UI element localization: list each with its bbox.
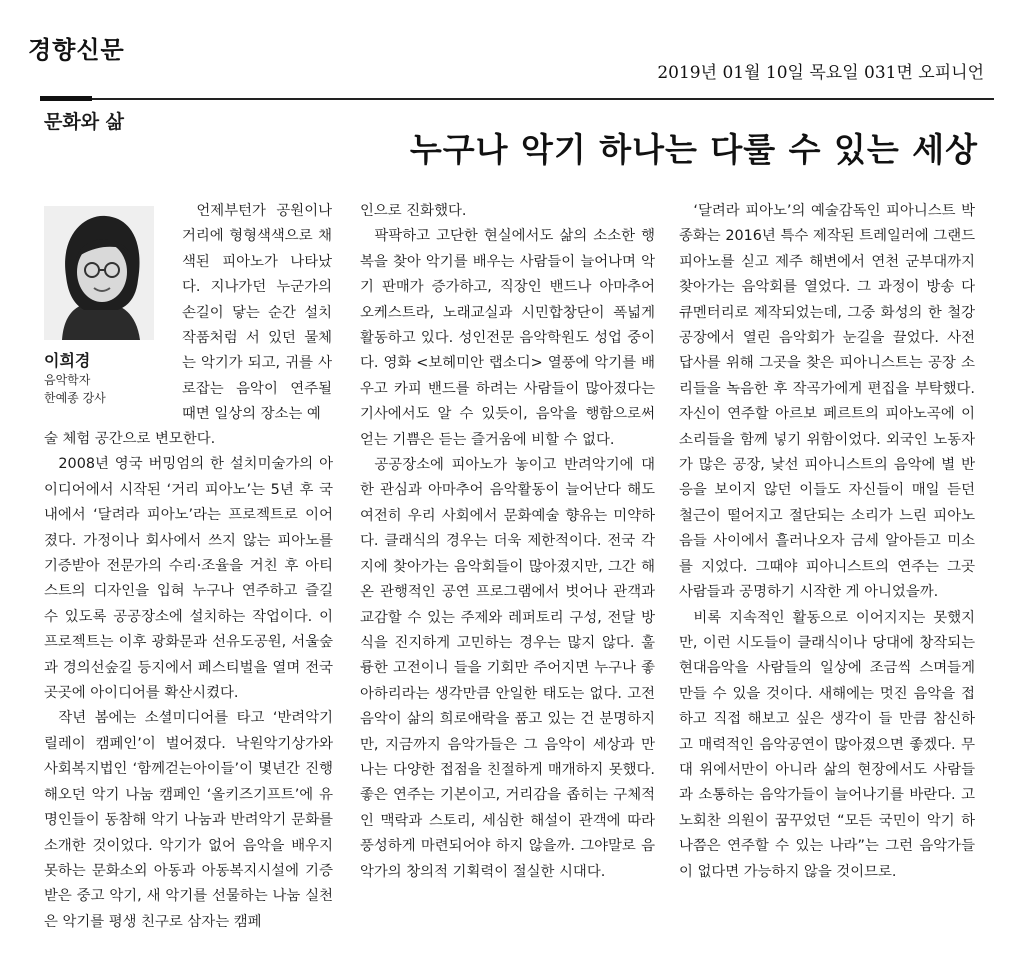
section-marker-bar: [40, 96, 92, 101]
dateline: 2019년 01월 10일 목요일 031면 오피니언: [657, 63, 984, 83]
article-column-1-top: [182, 199, 332, 428]
article-column-1: [44, 427, 333, 935]
article-paragraph: 공공장소에 피아노가 놓이고 반려악기에 대한 관심과 아마추어 음악활동이 늘어난다 해도 여전히 우리 사회에서 문화예술 향유는 미약하다. 클래식의 경우는 더욱 제한적이다. 전국 각지에 찾아가는 음악회들이 많아졌지만, 그간 해온 관행적인 공연 프로그램에서 벗어나 관객과 교감할 수 있는 주제와 레퍼토리 구성, 전달 방식을 진지하게 고민하는 경우는 많지 않다. 훌륭한 고전이니 들을 기회만 주어지면 누구나 좋아하리라는 생각만큼 안일한 태도는 없다. 고전음악이 삶의 희로애락을 품고 있는 건 분명하지만, 지금까지 음악가들은 그 음악이 세상과 만나는 다양한 접점을 친절하게 매개하지 못했다. 좋은 연주는 기본이고, 거리감을 좁히는 구체적인 맥락과 스토리, 세심한 해설이 관객에 따라 풍성하게 마련되어야 하지 않을까. 그야말로 음악가의 창의적 기획력이 절실한 시대다.: [360, 457, 655, 880]
author-byline: [44, 348, 106, 407]
header-divider: [40, 98, 994, 100]
newspaper-masthead: 경향신문: [28, 35, 125, 64]
article-paragraph: 술 체험 공간으로 변모한다.: [44, 431, 216, 447]
author-photo: [44, 206, 154, 340]
article-column-3: [679, 199, 975, 885]
article-paragraph: 작년 봄에는 소셜미디어를 타고 ‘반려악기 릴레이 캠페인’이 벌어졌다. 낙원악기상가와 사회복지법인 ‘함께걷는아이들’이 몇년간 진행해오던 악기 나눔 캠페인 ‘올키즈기프트’에 유명인들이 동참해 악기 나눔과 반려악기 문화를 소개한 것이었다. 악기가 없어 음악을 배우지 못하는 문화소외 아동과 아동복지시설에 기증받은 중고 악기, 새 악기를 선물하는 나눔 실천은 악기를 평생 친구로 삼자는 캠페: [44, 710, 333, 930]
article-paragraph: ‘달려라 피아노’의 예술감독인 피아니스트 박종화는 2016년 특수 제작된 트레일러에 그랜드피아노를 싣고 제주 해변에서 연천 군부대까지 찾아가는 음악회를 열었다. 그 과정이 방송 다큐멘터리로 제작되었는데, 그중 화성의 한 철강공장에서 열린 음악회가 눈길을 끌었다. 사전 답사를 위해 그곳을 찾은 피아니스트는 공장 소리들을 녹음한 후 작곡가에게 편집을 부탁했다. 자신이 연주할 아르보 페르트의 피아노곡에 이 소리들을 함께 넣기 위함이었다. 외국인 노동자가 많은 공장, 낯선 피아니스트의 음악에 별 반응을 보이지 않던 이들도 자신들이 매일 듣던 철근이 떨어지고 절단되는 소리가 느린 피아노 음들 사이에서 흘러나오자 금세 알아듣고 미소를 지었다. 그때야 피아니스트의 연주는 그곳 사람들과 공명하기 시작한 게 아니었을까.: [679, 203, 975, 601]
article-paragraph: 언제부턴가 공원이나 거리에 형형색색으로 채색된 피아노가 나타났다. 지나가던 누군가의 손길이 닿는 순간 설치 작품처럼 서 있던 물체는 악기가 되고, 귀를 사로잡는 음악이 연주될 때면 일상의 장소는 예: [182, 203, 332, 423]
article-paragraph: 비록 지속적인 활동으로 이어지지는 못했지만, 이런 시도들이 클래식이나 당대에 창작되는 현대음악을 사람들의 일상에 조금씩 스며들게 만들 수 있을 것이다. 새해에는 멋진 음악을 접하고 직접 해보고 싶은 생각이 들 만큼 참신하고 매력적인 음악공연이 많아졌으면 좋겠다. 무대 위에서만이 아니라 삶의 현장에서도 사람들과 소통하는 음악가들이 늘어나기를 바란다. 고 노회찬 의원이 꿈꾸었던 “모든 국민이 악기 하나쯤은 연주할 수 있는 나라”는 그런 음악가들이 없다면 가능하지 않을 것이므로.: [679, 609, 975, 880]
author-name: 이희경: [44, 351, 91, 370]
article-column-2: [360, 199, 655, 885]
author-role-1: 음악학자: [44, 373, 91, 387]
section-label: 문화와 삶: [44, 111, 125, 133]
headline: 누구나 악기 하나는 다룰 수 있는 세상: [409, 130, 978, 169]
article-paragraph: 팍팍하고 고단한 현실에서도 삶의 소소한 행복을 찾아 악기를 배우는 사람들이 늘어나며 악기 판매가 증가하고, 직장인 밴드나 아마추어 오케스트라, 노래교실과 시민합창단이 폭넓게 활동하고 있다. 성인전문 음악학원도 성업 중이다. 영화 <보헤미안 랩소디> 열풍에 악기를 배우고 카피 밴드를 하려는 사람들이 많아졌다는 기사에서도 알 수 있듯이, 음악을 행함으로써 얻는 기쁨은 듣는 즐거움에 비할 수 없다.: [360, 228, 655, 448]
author-portrait-icon: [44, 206, 154, 340]
article-paragraph: 인으로 진화했다.: [360, 203, 467, 219]
article-paragraph: 2008년 영국 버밍엄의 한 설치미술가의 아이디어에서 시작된 ‘거리 피아노’는 5년 후 국내에서 ‘달려라 피아노’라는 프로젝트로 이어졌다. 가정이나 회사에서 쓰지 않는 피아노를 기증받아 전문가의 수리·조율을 거친 후 아티스트의 디자인을 입혀 누구나 연주하고 즐길 수 있도록 공공장소에 설치하는 작업이다. 이 프로젝트는 이후 광화문과 선유도공원, 서울숲과 경의선숲길 등지에서 페스티벌을 열며 전국 곳곳에 아이디어를 확산시켰다.: [44, 456, 333, 702]
author-role-2: 한예종 강사: [44, 391, 106, 405]
